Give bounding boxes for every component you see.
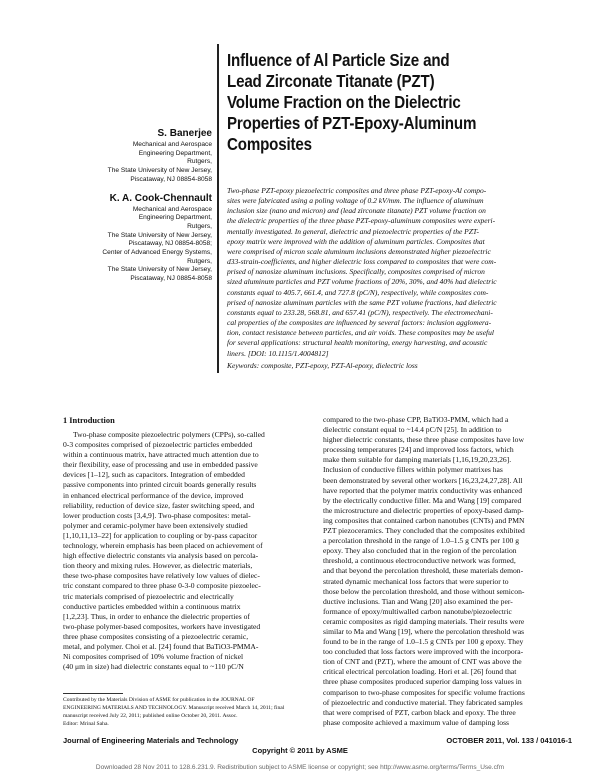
- body-line: the microstructure and dielectric properties of epoxy-based damp-: [323, 505, 524, 515]
- body-line: conductive particles embedded within a continuous matrix: [63, 601, 241, 611]
- body-line: epoxy. They also concluded that in the region of the percolation: [323, 546, 517, 556]
- copyright: Copyright © 2011 by ASME: [252, 746, 348, 755]
- body-line: these two-phase composites have relatively low values of dielec-: [63, 571, 260, 581]
- body-line: Ni composites comprised of 10% volume fraction of nickel: [63, 652, 244, 662]
- body-line: [1,10,11,13–22] for application to coupling or by-pass capacitor: [63, 530, 258, 540]
- author-affiliation-line: Piscataway, NJ 08854-8058: [130, 275, 212, 283]
- body-line: tric constant compared to three phase 0-3-0 composite piezoelec-: [63, 581, 261, 591]
- body-line: Two-phase composite piezoelectric polymers (CPPs), so-called: [73, 430, 265, 439]
- body-line: tion of CNT and (PZT), where the amount of CNT was above the: [323, 657, 522, 667]
- body-line: a percolation threshold in the range of 1.0–1.5 g CNTs per 100 g: [323, 536, 520, 546]
- author-name: S. Banerjee: [157, 128, 212, 139]
- body-line: by the electrically conductive filler. Ma and Wang [19] compared: [323, 495, 522, 505]
- body-column-right: [323, 415, 573, 728]
- author-affiliation-line: Piscataway, NJ 08854-8058;: [128, 240, 212, 248]
- journal-name: Journal of Engineering Materials and Technology: [63, 736, 239, 745]
- body-line: critical electrical percolation loading. Hori et al. [26] found that: [323, 667, 517, 677]
- abstract-line: Two-phase PZT-epoxy piezoelectric composites and three phase PZT-epoxy-Al compo-: [227, 186, 487, 195]
- body-line: their flexibility, ease of processing and use in embedded passive: [63, 460, 258, 470]
- author-name: K. A. Cook-Chennault: [109, 192, 212, 204]
- abstract-line: the dielectric properties of the three phase PZT-epoxy-aluminum composites were experi-: [227, 216, 496, 226]
- abstract-line: sized aluminum particles and PZT volume fractions of 20%, 30%, and 40% had dielectric: [227, 277, 497, 287]
- abstract-line: for several applications: structural health monitoring, energy harvesting, and acoustic: [227, 338, 488, 348]
- section-heading-introduction: 1 Introduction: [63, 416, 115, 425]
- footnote-rule: [63, 693, 123, 694]
- author-affiliation-line: Mechanical and Aerospace: [132, 205, 212, 213]
- title-line: Properties of PZT-Epoxy-Aluminum: [227, 113, 477, 133]
- abstract-line: sites were fabricated using a poling voltage of 0.2 kV/mm. The influence of aluminum: [227, 196, 484, 206]
- abstract-line: prised of nanosize aluminum inclusions. Specifically, composites comprised of micron: [227, 267, 485, 277]
- author-block: [80, 128, 212, 284]
- author-affiliation-line: Center of Advanced Energy Systems,: [102, 249, 212, 257]
- footnote-line: Editor: Mrinal Saha.: [63, 721, 109, 727]
- body-line: two-phase polymer-based composites, workers have investigated: [63, 621, 261, 631]
- footnote-line: Contributed by the Materials Division of ASME for publication in the JOURNAL OF: [63, 697, 255, 703]
- keywords: Keywords: composite, PZT-epoxy, PZT-Al-epoxy, dielectric loss: [227, 361, 418, 370]
- abstract-line: prised of nanosize aluminum particles with the same PZT volume fractions, had dielectric: [227, 297, 497, 307]
- body-line: lower production costs [3,4,9]. Two-phase composites: metal-: [63, 510, 251, 520]
- author-affiliation-line: Engineering Department,: [138, 149, 212, 157]
- body-line: metal, and polymer. Choi et al. [24] found that BaTiO3-PMMA-: [63, 641, 259, 651]
- author-2: [80, 193, 212, 284]
- body-line: three phase composites produced superior damping loss values in: [323, 677, 522, 687]
- abstract-line: d33-strain-coefficients, and higher dielectric loss compared to composites that were com-: [227, 257, 497, 267]
- abstract-line: epoxy matrix were improved with the addition of aluminum particles. Composites that: [227, 236, 485, 246]
- author-1: [80, 128, 212, 185]
- author-affiliation-line: Engineering Department,: [138, 214, 212, 222]
- author-affiliation-line: Mechanical and Aerospace: [132, 141, 212, 148]
- body-line: make them suitable for damping materials [1,16,19,20,23,26].: [323, 455, 512, 465]
- body-line: too concluded that loss factors were improved with the incorpora-: [323, 647, 524, 657]
- body-line: dielectric constant equal to ~14.4 pC/N [25]. In addition to: [323, 425, 502, 435]
- author-affiliation-line: Rutgers,: [187, 158, 212, 166]
- body-line: similar to Ma and Wang [19], where the percolation threshold was: [323, 626, 525, 636]
- body-line: and that beyond the percolation threshold, these materials demon-: [323, 566, 524, 576]
- title-line: Lead Zirconate Titanate (PZT): [227, 71, 435, 91]
- paper-title: [227, 50, 524, 155]
- body-line: phase composite achieved a maximum value of damping loss: [323, 717, 509, 727]
- body-line: 0-3 composites comprised of piezoelectric particles embedded: [63, 440, 253, 450]
- abstract-line: mentally investigated. In general, dielectric and piezoelectric properties of the PZT-: [227, 226, 480, 236]
- body-line: passive components into printed circuit boards generally results: [63, 480, 257, 490]
- body-line: reliability, reduction of device size, faster switching speed, and: [63, 500, 255, 510]
- download-notice: Downloaded 28 Nov 2011 to 128.6.231.9. Redistribution subject to ASME license or copyright; see http://www.asme.org/terms/Terms_Use.cfm: [95, 764, 505, 771]
- body-line: have reported that the polymer matrix conductivity was enhanced: [323, 485, 523, 495]
- abstract: [227, 186, 572, 359]
- body-line: that were comprised of PZT, carbon black and epoxy. The three: [323, 707, 516, 717]
- body-line: [1,2,23]. Thus, in order to enhance the dielectric properties of: [63, 611, 250, 621]
- body-line: been demonstrated by several other workers [16,23,24,27,28]. All: [323, 475, 523, 485]
- abstract-line: tion, contact resistance between particles, and air voids. These composites may be useful: [227, 328, 494, 338]
- abstract-line: were comprised of micron scale aluminum inclusions demonstrated higher piezoelectric: [227, 246, 491, 256]
- body-line: formance of epoxy/multiwalled carbon nanotube/piezoelectric: [323, 606, 512, 616]
- body-line: ing composites that contained carbon nanotubes (CNTs) and PMN: [323, 515, 525, 525]
- title-line: Composites: [227, 134, 312, 154]
- abstract-line: constants equal to 405.7, 661.4, and 727.8 (pC/N), respectively, while composites com-: [227, 287, 489, 297]
- author-affiliation-line: The State University of New Jersey,: [107, 231, 212, 239]
- title-line: Volume Fraction on the Dielectric: [227, 92, 461, 112]
- title-line: Influence of Al Particle Size and: [227, 50, 450, 70]
- body-line: devices [1–12], such as capacitors. Integration of embedded: [63, 470, 245, 480]
- footnote-line: ENGINEERING MATERIALS AND TECHNOLOGY. Manuscript received March 14, 2011; final: [63, 705, 285, 711]
- body-line: threshold, a continuous electroconductive network was formed,: [323, 556, 516, 566]
- body-column-left: [63, 430, 311, 672]
- footnote: [63, 696, 315, 728]
- body-line: ductive inclusions. Tian and Wang [20] also examined the per-: [323, 596, 513, 606]
- body-line: higher dielectric constants, these three phase composites have low: [323, 435, 524, 445]
- body-line: strated dynamic mechanical loss factors that were superior to: [323, 576, 509, 586]
- body-line: polymer and ceramic-polymer have been extensively studied: [63, 520, 248, 530]
- body-line: of piezoelectric and conductive material. They fabricated samples: [323, 697, 523, 707]
- body-line: three phase composites consisting of a piezoelectric ceramic,: [63, 631, 249, 641]
- author-affiliation-line: Piscataway, NJ 08854-8058: [130, 175, 212, 183]
- body-line: processing temperatures [24] and improved loss factors, which: [323, 445, 514, 455]
- body-line: found to be in the range of 1.0–1.5 g CNTs per 100 g epoxy. They: [323, 637, 524, 647]
- body-line: comparison to two-phase composites for specific volume fractions: [323, 687, 525, 697]
- body-line: (40 μm in size) had dielectric constants equal to ~110 pC/N: [63, 662, 244, 672]
- body-line: tric materials comprised of piezoelectric and electrically: [63, 591, 234, 601]
- author-affiliation-line: The State University of New Jersey,: [107, 167, 212, 175]
- author-affiliation-line: Rutgers,: [187, 222, 212, 230]
- body-line: tion theory and mixing rules. However, as dielectric materials,: [63, 561, 253, 571]
- body-line: high effective dielectric constants via analysis based on percola-: [63, 551, 259, 561]
- body-line: in enhanced electrical performance of the device, improved: [63, 490, 244, 500]
- footnote-line: manuscript received July 22, 2011; published online October 20, 2011. Assoc.: [63, 713, 238, 719]
- body-line: those below the percolation threshold, and those without semicon-: [323, 586, 525, 596]
- author-affiliation-line: The State University of New Jersey,: [107, 266, 212, 274]
- abstract-line: liners. [DOI: 10.1115/1.4004812]: [227, 348, 329, 358]
- body-line: within a continuous matrix, have attracted much attention due to: [63, 450, 259, 460]
- abstract-line: constants equal to 233.28, 568.81, and 657.41 (pC/N), respectively. The electromechani-: [227, 307, 493, 317]
- abstract-line: cal properties of the composites are influenced by several factors: inclusion agglomera-: [227, 318, 492, 328]
- body-line: technology, wherein emphasis has been placed on achievement of: [63, 541, 263, 551]
- body-line: compared to the two-phase CPP, BaTiO3-PMM, which had a: [323, 415, 509, 424]
- body-line: Inclusion of conductive fillers within polymer matrixes has: [323, 465, 503, 475]
- body-line: PZT piezoceramics. They concluded that the composites exhibited: [323, 526, 525, 536]
- body-line: ceramic composites as rigid damping materials. Their results were: [323, 616, 525, 626]
- issue-info: OCTOBER 2011, Vol. 133 / 041016-1: [446, 736, 572, 745]
- author-affiliation-line: Rutgers,: [187, 257, 212, 265]
- title-divider-rule: [217, 44, 219, 373]
- abstract-line: inclusion size (nano and micron) and (lead zirconate titanate) PZT volume fraction on: [227, 206, 486, 216]
